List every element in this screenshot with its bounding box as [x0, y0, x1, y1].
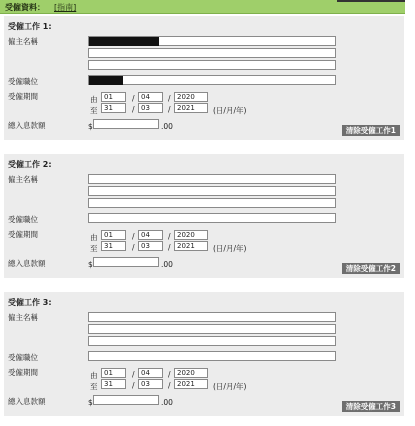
from-label: 由: [90, 233, 98, 242]
period-label: 受僱期間: [8, 230, 38, 239]
period-label: 受僱期間: [8, 368, 38, 377]
income-input[interactable]: [93, 395, 159, 405]
slash: /: [168, 243, 171, 252]
from-year-input[interactable]: [174, 368, 208, 378]
header-title: 受僱資料：: [5, 3, 45, 12]
slash: /: [132, 105, 135, 114]
income-input[interactable]: [93, 119, 159, 129]
to-label: 至: [90, 382, 98, 391]
to-month-input[interactable]: [138, 103, 163, 113]
to-year-input[interactable]: [174, 241, 208, 251]
to-day-input[interactable]: [101, 379, 126, 389]
clear-employment-1-button[interactable]: 清除受僱工作1: [342, 125, 400, 136]
date-format-hint: (日/月/年): [213, 382, 247, 391]
period-label: 受僱期間: [8, 92, 38, 101]
employer-name-line-1[interactable]: [88, 174, 336, 184]
clear-employment-2-button[interactable]: 清除受僱工作2: [342, 263, 400, 274]
employer-name-line-3[interactable]: [88, 198, 336, 208]
employer-label: 僱主名稱: [8, 175, 38, 184]
income-label: 總入息款額: [8, 121, 46, 130]
cents-suffix: .00: [161, 122, 173, 131]
employer-name-line-3[interactable]: [88, 336, 336, 346]
position-input[interactable]: [88, 351, 336, 361]
guide-link[interactable]: [指南]: [54, 3, 77, 12]
clear-employment-3-button[interactable]: 清除受僱工作3: [342, 401, 400, 412]
currency-symbol: $: [88, 260, 93, 269]
slash: /: [132, 370, 135, 379]
date-format-hint: (日/月/年): [213, 106, 247, 115]
currency-symbol: $: [88, 122, 93, 131]
position-label: 受僱職位: [8, 77, 38, 86]
position-label: 受僱職位: [8, 215, 38, 224]
cents-suffix: .00: [161, 398, 173, 407]
slash: /: [168, 232, 171, 241]
position-input[interactable]: [88, 75, 336, 85]
slash: /: [168, 381, 171, 390]
from-year-input[interactable]: [174, 92, 208, 102]
employer-name-line-2[interactable]: [88, 324, 336, 334]
from-day-input[interactable]: [101, 230, 126, 240]
from-month-input[interactable]: [138, 92, 163, 102]
slash: /: [132, 243, 135, 252]
redacted-position: [89, 76, 123, 85]
section-title: 受僱工作 1:: [8, 22, 52, 31]
slash: /: [132, 381, 135, 390]
cents-suffix: .00: [161, 260, 173, 269]
employer-name-line-2[interactable]: [88, 48, 336, 58]
position-input[interactable]: [88, 213, 336, 223]
date-format-hint: (日/月/年): [213, 244, 247, 253]
to-day-input[interactable]: [101, 241, 126, 251]
from-day-input[interactable]: [101, 368, 126, 378]
to-day-input[interactable]: [101, 103, 126, 113]
redacted-employer: [89, 37, 159, 46]
to-month-input[interactable]: [138, 379, 163, 389]
income-input[interactable]: [93, 257, 159, 267]
slash: /: [168, 94, 171, 103]
section-title: 受僱工作 2:: [8, 160, 52, 169]
from-label: 由: [90, 371, 98, 380]
employer-label: 僱主名稱: [8, 313, 38, 322]
income-label: 總入息款額: [8, 259, 46, 268]
employment-header: [0, 0, 405, 14]
to-year-input[interactable]: [174, 103, 208, 113]
position-label: 受僱職位: [8, 353, 38, 362]
guide-link-wrapper: [54, 2, 76, 13]
slash: /: [168, 370, 171, 379]
employment-section-1: [4, 16, 404, 140]
to-label: 至: [90, 106, 98, 115]
slash: /: [132, 232, 135, 241]
from-label: 由: [90, 95, 98, 104]
from-month-input[interactable]: [138, 368, 163, 378]
employment-section-2: [4, 154, 404, 278]
header-decor-line: [337, 0, 405, 2]
to-year-input[interactable]: [174, 379, 208, 389]
income-label: 總入息款額: [8, 397, 46, 406]
employer-name-line-3[interactable]: [88, 60, 336, 70]
section-title: 受僱工作 3:: [8, 298, 52, 307]
employer-name-line-1[interactable]: [88, 312, 336, 322]
currency-symbol: $: [88, 398, 93, 407]
from-month-input[interactable]: [138, 230, 163, 240]
from-day-input[interactable]: [101, 92, 126, 102]
from-year-input[interactable]: [174, 230, 208, 240]
employment-section-3: [4, 292, 404, 416]
slash: /: [168, 105, 171, 114]
employer-name-line-2[interactable]: [88, 186, 336, 196]
to-label: 至: [90, 244, 98, 253]
slash: /: [132, 94, 135, 103]
to-month-input[interactable]: [138, 241, 163, 251]
employer-label: 僱主名稱: [8, 37, 38, 46]
